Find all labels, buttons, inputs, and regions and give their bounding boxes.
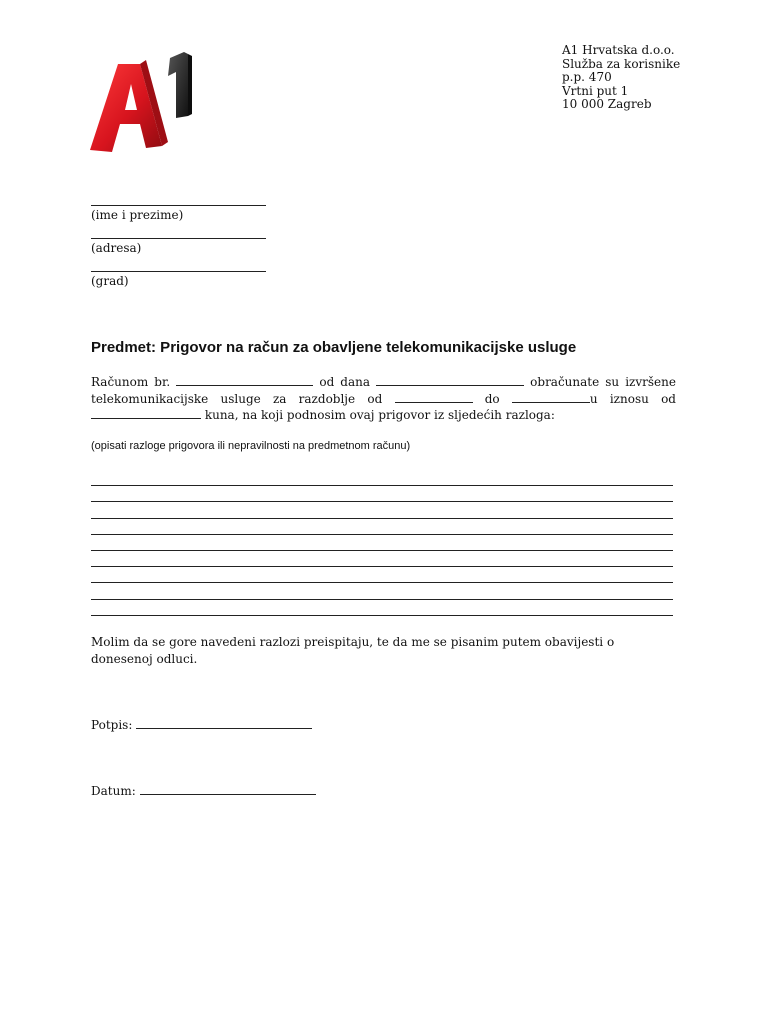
sender-department: Služba za korisnike [562,56,681,71]
name-row [91,193,266,226]
invoice-number-label: Računom br. [91,375,171,389]
reason-intro: kuna, na koji podnosim ovaj prigovor iz sljedećih razloga: [204,408,555,422]
sender-company: A1 Hrvatska d.o.o. [562,43,675,57]
address-label: (adresa) [91,241,142,255]
city-label: (grad) [91,274,129,288]
sender-po-box: p.p. 470 [562,70,612,84]
name-field[interactable] [91,193,266,206]
name-label: (ime i prezime) [91,208,184,222]
amount-field[interactable] [91,407,201,419]
signature-field[interactable] [136,717,312,729]
reason-hint: (opisati razloge prigovora ili nepravilnosti na predmetnom računu) [91,440,411,452]
a1-logo [88,50,198,154]
city-field[interactable] [91,259,266,272]
complaint-paragraph [91,374,676,424]
reason-line[interactable] [91,600,673,616]
reason-line[interactable] [91,470,673,486]
address-row [91,226,266,259]
subject-heading: Predmet: Prigovor na račun za obavljene telekomunikacijske usluge [91,339,577,356]
date-label: Datum: [91,784,136,798]
address-field[interactable] [91,226,266,239]
date-row [91,783,316,798]
reason-line[interactable] [91,486,673,502]
signature-row [91,717,312,732]
invoice-date-label: od dana [319,375,371,389]
date-field[interactable] [140,783,316,795]
period-to-label: do [484,391,500,406]
reason-line[interactable] [91,519,673,535]
amount-label: u iznosu od [589,391,676,406]
period-text: obračunate su izvršene telekomunikacijske usluge za razdoblje od [91,375,676,406]
reason-line[interactable] [91,502,673,518]
signature-label: Potpis: [91,718,133,732]
closing-paragraph: Molim da se gore navedeni razlozi preispitaju, te da me se pisanim putem obavijesti o donesenoj odluci. [91,635,615,666]
personal-info-block [91,193,266,292]
period-to-field[interactable] [512,391,590,403]
reason-line[interactable] [91,551,673,567]
sender-city: 10 000 Zagreb [562,97,652,111]
sender-address-block [562,44,680,112]
invoice-number-field[interactable] [176,374,313,386]
reason-lines[interactable] [91,470,673,616]
period-from-field[interactable] [395,391,473,403]
reason-line[interactable] [91,567,673,583]
invoice-date-field[interactable] [376,374,524,386]
city-row [91,259,266,292]
reason-line[interactable] [91,535,673,551]
reason-line[interactable] [91,583,673,599]
sender-street: Vrtni put 1 [562,83,629,98]
